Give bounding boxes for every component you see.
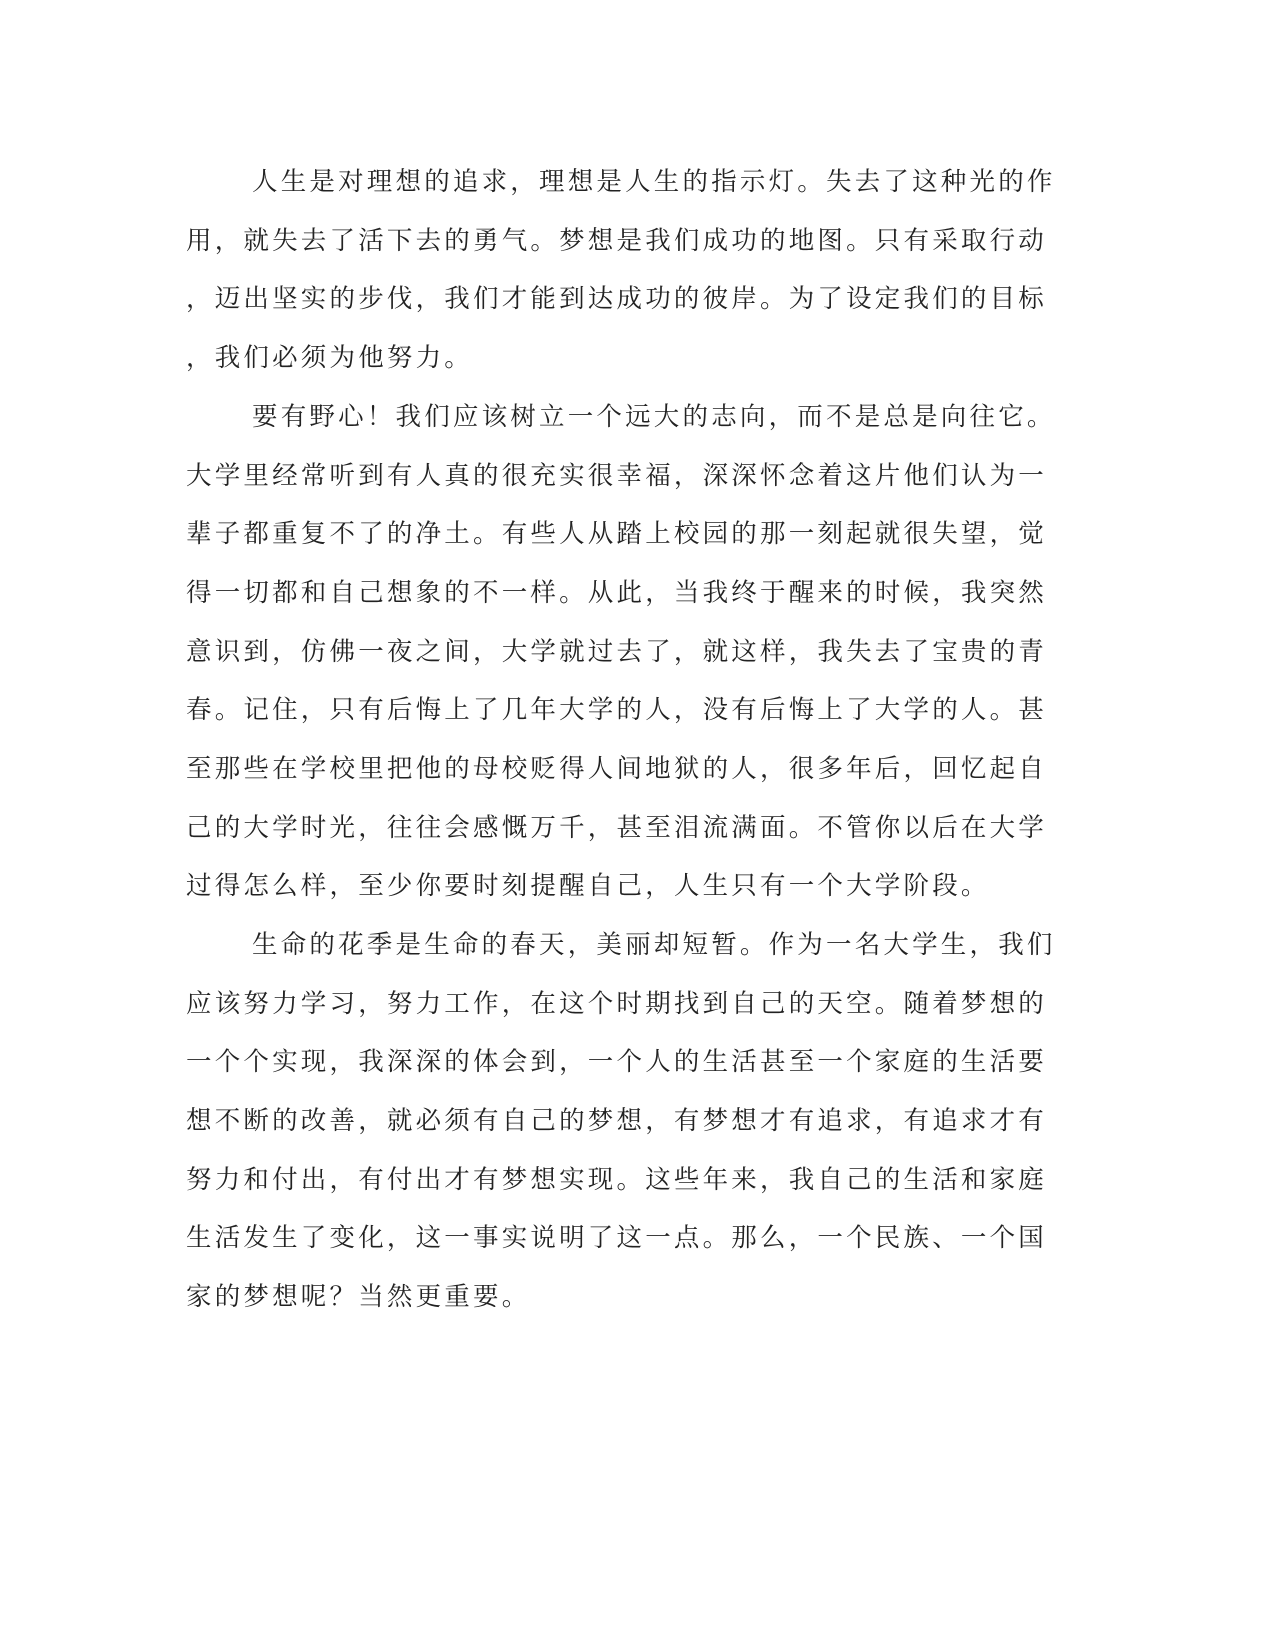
paragraph-2-line-1: 要有野心！我们应该树立一个远大的志向，而不是总是向往它。 [252,402,1056,432]
paragraph-3-line-1: 生命的花季是生命的春天，美丽却短暂。作为一名大学生，我们 [252,930,1056,960]
paragraph-1-line-4: ，我们必须为他努力。 [186,343,474,373]
paragraph-2-line-4: 得一切都和自己想象的不一样。从此，当我终于醒来的时候，我突然 [186,578,1048,608]
paragraph-3-line-6: 生活发生了变化，这一事实说明了这一点。那么，一个民族、一个国 [186,1223,1048,1253]
paragraph-1-line-2: 用，就失去了活下去的勇气。梦想是我们成功的地图。只有采取行动 [186,226,1048,256]
paragraph-3-line-3: 一个个实现，我深深的体会到，一个人的生活甚至一个家庭的生活要 [186,1047,1048,1077]
paragraph-3-line-4: 想不断的改善，就必须有自己的梦想，有梦想才有追求，有追求才有 [186,1106,1048,1136]
paragraph-2-line-6: 春。记住，只有后悔上了几年大学的人，没有后悔上了大学的人。甚 [186,695,1048,725]
paragraph-2-line-5: 意识到，仿佛一夜之间，大学就过去了，就这样，我失去了宝贵的青 [186,637,1048,667]
paragraph-2-line-9: 过得怎么样，至少你要时刻提醒自己，人生只有一个大学阶段。 [186,871,990,901]
paragraph-2-line-8: 己的大学时光，往往会感慨万千，甚至泪流满面。不管你以后在大学 [186,813,1048,843]
paragraph-1-line-3: ，迈出坚实的步伐，我们才能到达成功的彼岸。为了设定我们的目标 [186,284,1048,314]
paragraph-3-line-2: 应该努力学习，努力工作，在这个时期找到自己的天空。随着梦想的 [186,989,1048,1019]
paragraph-2-line-3: 辈子都重复不了的净土。有些人从踏上校园的那一刻起就很失望，觉 [186,519,1048,549]
paragraph-3-line-5: 努力和付出，有付出才有梦想实现。这些年来，我自己的生活和家庭 [186,1165,1048,1195]
paragraph-1-line-1: 人生是对理想的追求，理想是人生的指示灯。失去了这种光的作 [252,167,1056,197]
paragraph-2-line-2: 大学里经常听到有人真的很充实很幸福，深深怀念着这片他们认为一 [186,461,1048,491]
paragraph-2-line-7: 至那些在学校里把他的母校贬得人间地狱的人，很多年后，回忆起自 [186,754,1048,784]
paragraph-3-line-7: 家的梦想呢？当然更重要。 [186,1282,531,1312]
